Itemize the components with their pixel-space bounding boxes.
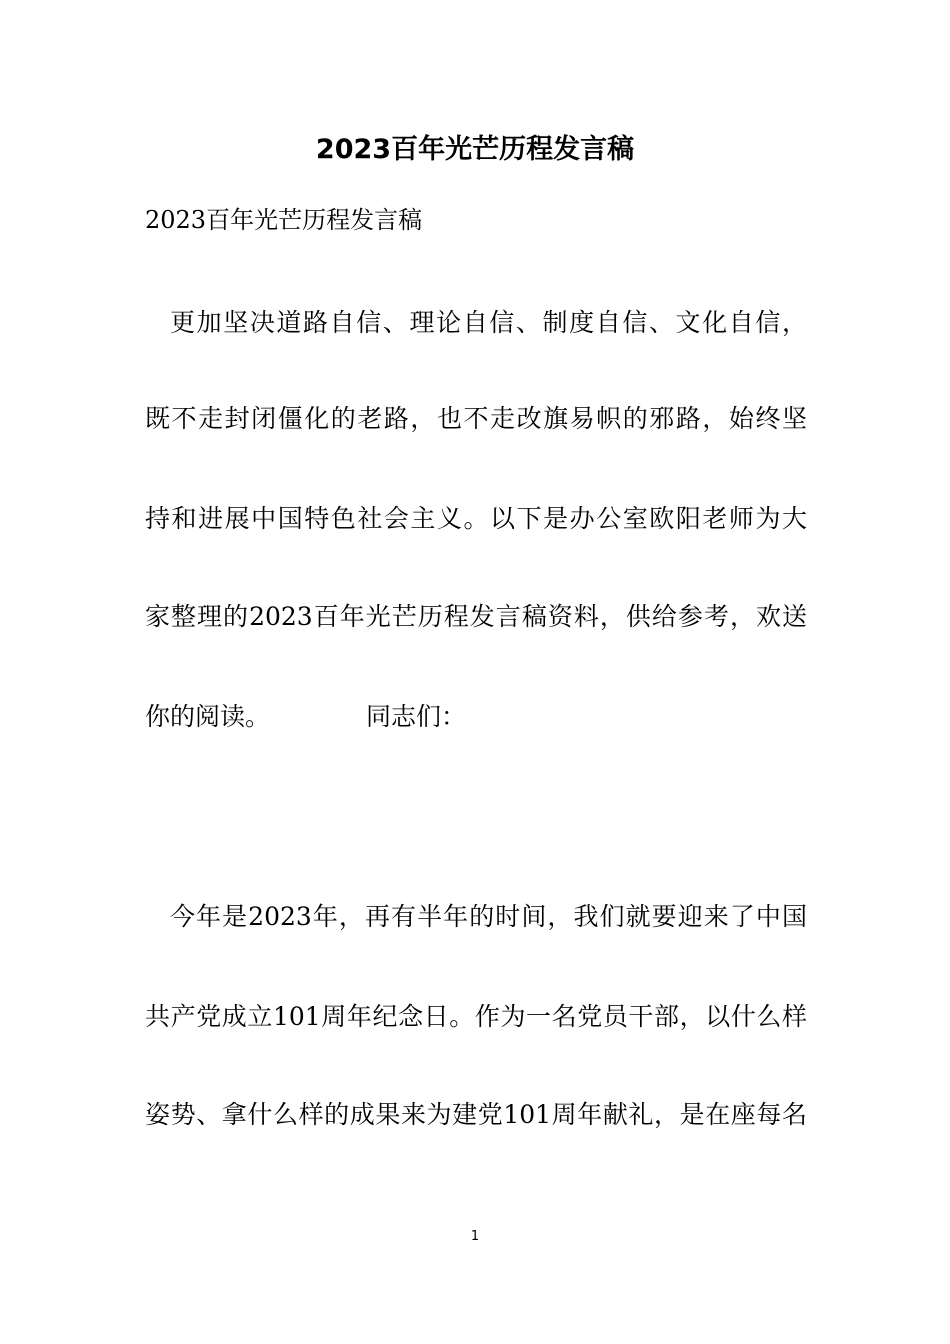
paragraph-1-closing-text: 你的阅读。	[145, 702, 271, 731]
paragraph-2-line-1: 今年是2023年，再有半年的时间，我们就要迎来了中国	[170, 902, 807, 931]
document-subtitle: 2023百年光芒历程发言稿	[145, 206, 423, 234]
paragraph-2-line-2: 共产党成立101周年纪念日。作为一名党员干部，以什么样	[145, 1002, 807, 1031]
paragraph-1-line-5	[145, 697, 807, 737]
paragraph-1-line-3: 持和进展中国特色社会主义。以下是办公室欧阳老师为大	[145, 504, 807, 533]
greeting: 同志们：	[366, 702, 467, 731]
page-number: 1	[470, 1229, 480, 1244]
document-title: 2023百年光芒历程发言稿	[315, 134, 635, 165]
paragraph-1-line-4: 家整理的2023百年光芒历程发言稿资料，供给参考，欢送	[145, 602, 807, 631]
paragraph-1-line-1: 更加坚决道路自信、理论自信、制度自信、文化自信，	[170, 308, 807, 337]
paragraph-2-line-3: 姿势、拿什么样的成果来为建党101周年献礼，是在座每名	[145, 1100, 807, 1129]
paragraph-1-line-2: 既不走封闭僵化的老路，也不走改旗易帜的邪路，始终坚	[145, 404, 807, 433]
